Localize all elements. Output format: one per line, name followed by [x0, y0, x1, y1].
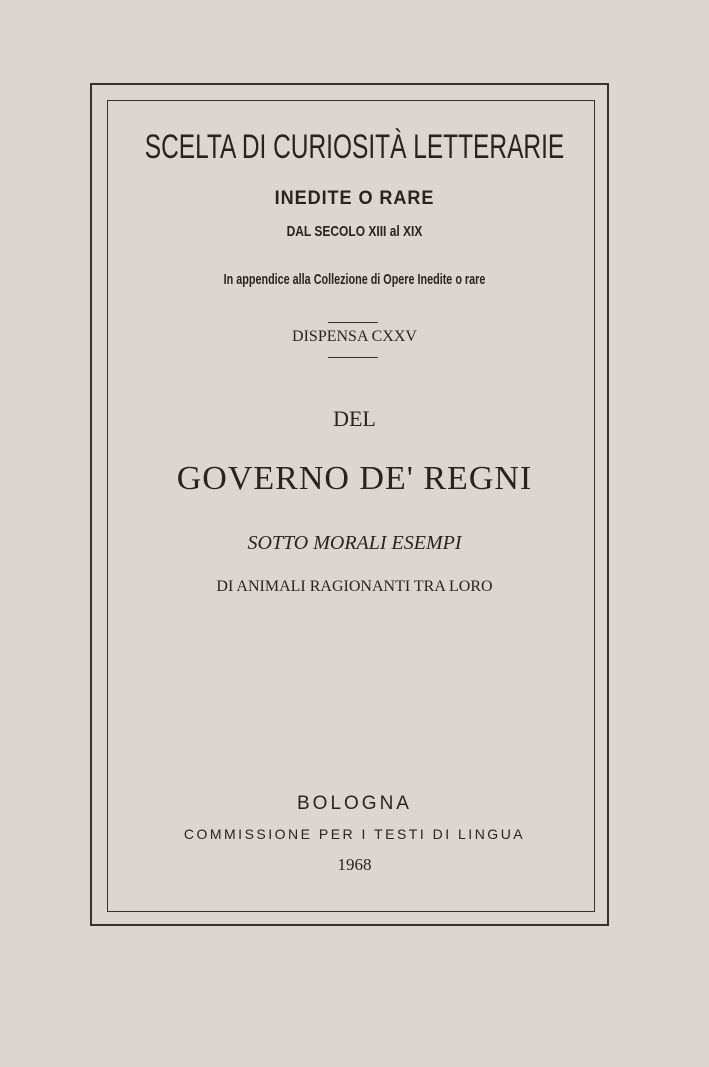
series-title: SCELTA DI CURIOSITÀ LETTERARIE — [144, 128, 565, 166]
series-period: DAL SECOLO XIII al XIX — [286, 223, 423, 240]
main-title: GOVERNO DE' REGNI — [176, 460, 533, 497]
inner-border — [107, 100, 595, 912]
subtitle: SOTTO MORALI ESEMPI — [247, 532, 462, 554]
place: BOLOGNA — [297, 793, 412, 814]
series-note: In appendice alla Collezione di Opere Inedite o rare — [223, 271, 486, 288]
title-pre: DEL — [333, 406, 376, 431]
issue-number: DISPENSA CXXV — [292, 328, 417, 345]
divider-bottom — [328, 357, 378, 358]
series-subtitle: INEDITE O RARE — [274, 188, 435, 209]
publisher: COMMISSIONE PER I TESTI DI LINGUA — [183, 826, 526, 842]
year: 1968 — [337, 855, 372, 874]
subtitle-2: DI ANIMALI RAGIONANTI TRA LORO — [216, 578, 493, 595]
divider-top — [328, 322, 378, 323]
